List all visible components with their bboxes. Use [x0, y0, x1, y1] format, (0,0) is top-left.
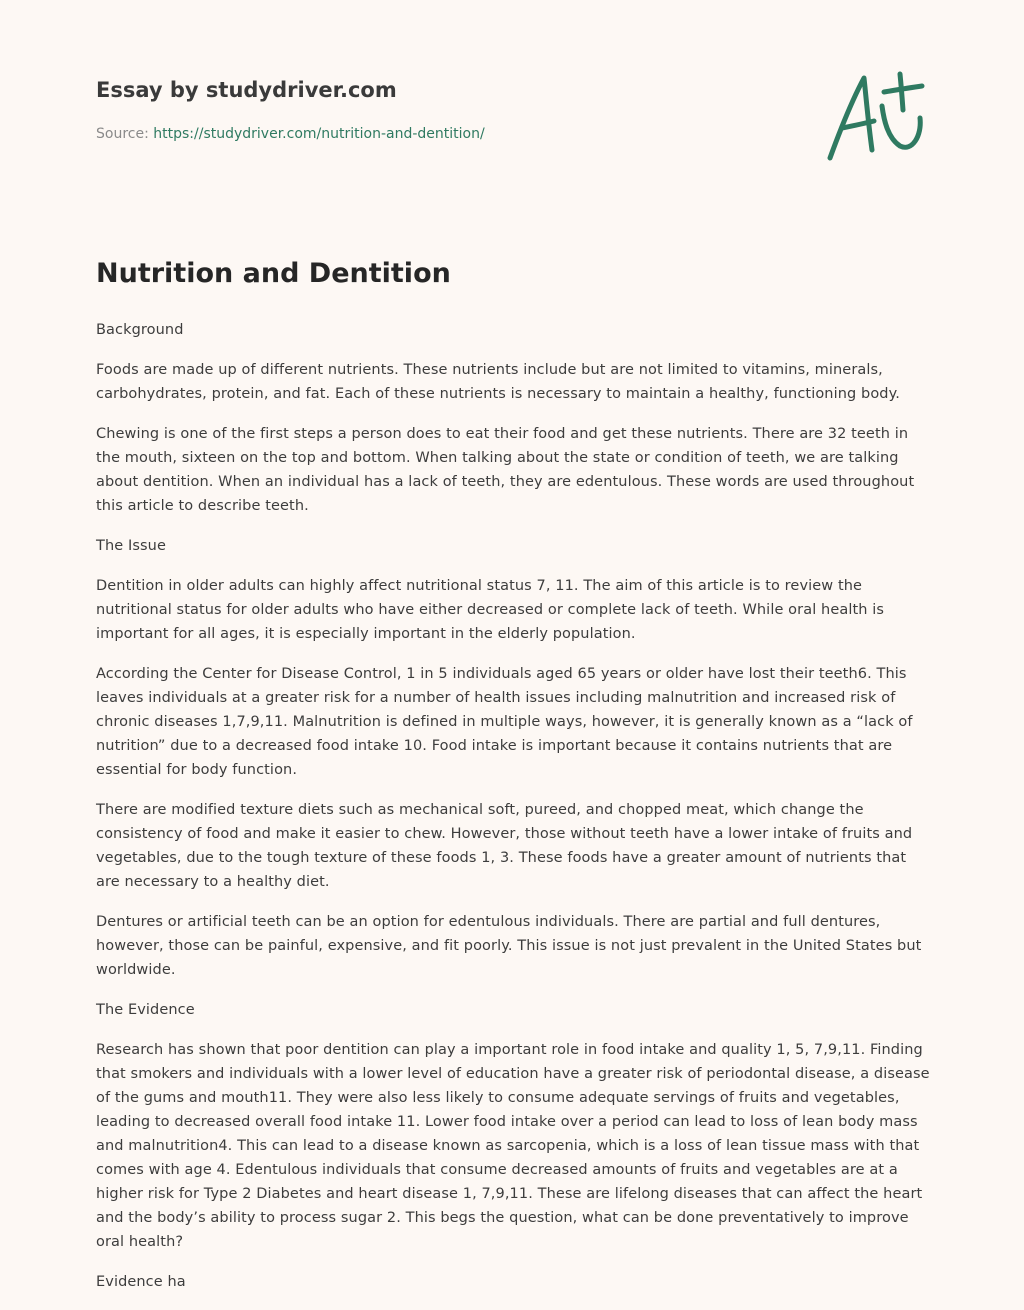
- section-heading: The Evidence: [96, 1002, 195, 1018]
- source-link[interactable]: https://studydriver.com/nutrition-and-dentition/: [153, 126, 485, 142]
- page-title: Nutrition and Dentition: [96, 258, 451, 289]
- paragraph: Dentition in older adults can highly affect nutritional status 7, 11. The aim of this article is to review the nutritional status for older adults who have either decreased or complete lack of teeth. While oral health is important for all ages, it is especially important in the elderly population.: [96, 578, 885, 642]
- source-line: [96, 124, 796, 144]
- section-heading: The Issue: [96, 538, 166, 554]
- source-label: Source:: [96, 126, 154, 142]
- paragraph: There are modified texture diets such as mechanical soft, pureed, and chopped meat, which change the consistency of food and make it easier to chew. However, those without teeth have a lower intake of fruits and vegetables, due to the tough texture of these foods 1, 3. These foods have a greater amount of nutrients that are necessary to a healthy diet.: [96, 802, 913, 890]
- paragraph: Chewing is one of the first steps a person does to eat their food and get these nutrients. There are 32 teeth in the mouth, sixteen on the top and bottom. When talking about the state or condition of teeth, we are talking about dentition. When an individual has a lack of teeth, they are edentulous. These words are used throughout this article to describe teeth.: [96, 426, 915, 514]
- paragraph-truncated: Evidence ha: [96, 1274, 186, 1290]
- paragraph: Dentures or artificial teeth can be an option for edentulous individuals. There are partial and full dentures, however, those can be painful, expensive, and fit poorly. This issue is not just prevalent in the United States but worldwide.: [96, 914, 922, 978]
- paragraph: Foods are made up of different nutrients. These nutrients include but are not limited to vitamins, minerals, carbohydrates, protein, and fat. Each of these nutrients is necessary to maintain a healthy, functioning body.: [96, 362, 900, 402]
- site-title: Essay by studydriver.com: [96, 78, 397, 102]
- a-plus-grade-icon: [822, 66, 932, 166]
- paragraph: According the Center for Disease Control, 1 in 5 individuals aged 65 years or older have lost their teeth6. This leaves individuals at a greater risk for a number of health issues including malnutrition and increased risk of chronic diseases 1,7,9,11. Malnutrition is defined in multiple ways, however, it is generally known as a “lack of nutrition” due to a decreased food intake 10. Food intake is important because it contains nutrients that are essential for body function.: [96, 666, 913, 778]
- page-header: [96, 76, 796, 144]
- article: [96, 254, 932, 1310]
- paragraph: Research has shown that poor dentition can play a important role in food intake and quality 1, 5, 7,9,11. Finding that smokers and individuals with a lower level of education have a greater risk of periodontal disease, a disease of the gums and mouth11. They were also less likely to consume adequate servings of fruits and vegetables, leading to decreased overall food intake 11. Lower food intake over a period can lead to loss of lean body mass and malnutrition4. This can lead to a disease known as sarcopenia, which is a loss of lean tissue mass with that comes with age 4. Edentulous individuals that consume decreased amounts of fruits and vegetables are at a higher risk for Type 2 Diabetes and heart disease 1, 7,9,11. These are lifelong diseases that can affect the heart and the body’s ability to process sugar 2. This begs the question, what can be done preventatively to improve oral health?: [96, 1042, 930, 1250]
- section-heading: Background: [96, 322, 184, 338]
